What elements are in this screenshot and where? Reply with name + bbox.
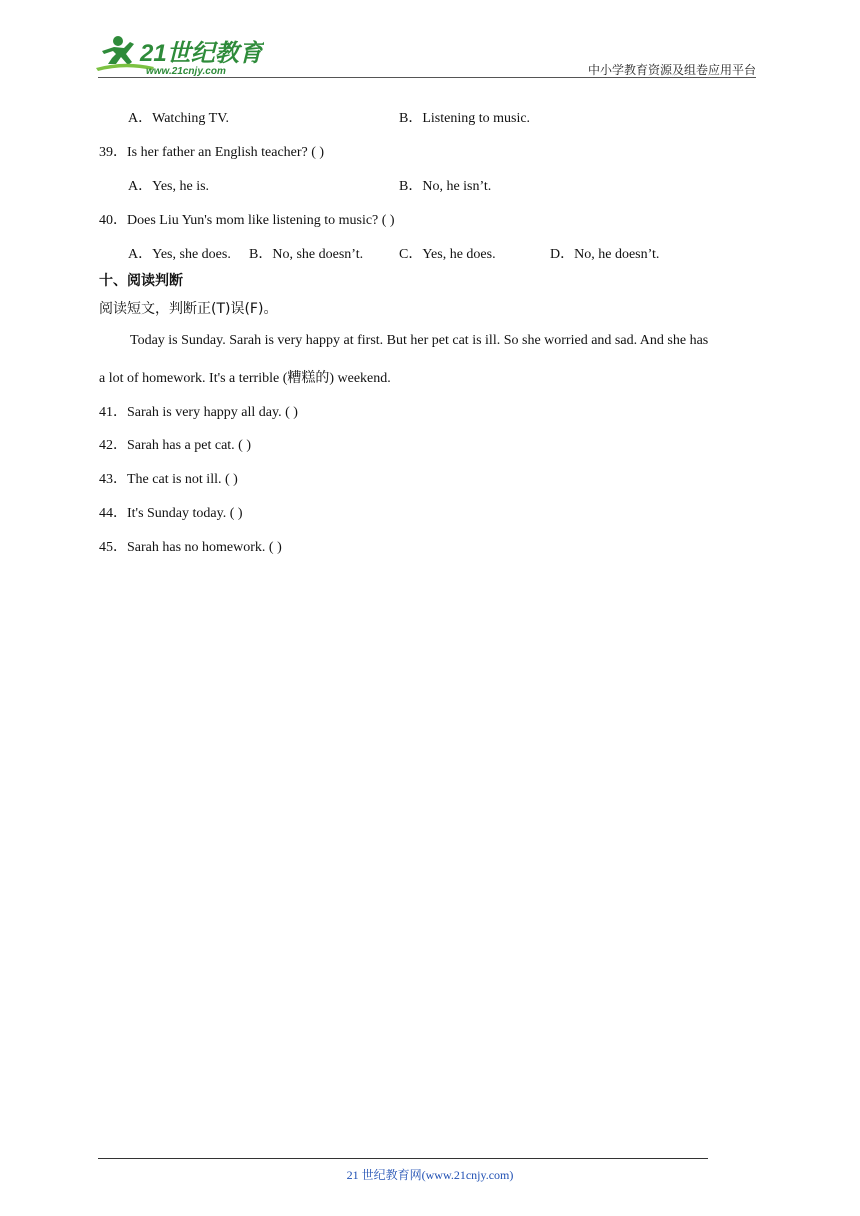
footer-link[interactable]: 21 世纪教育网(www.21cnjy.com) [346,1168,514,1182]
statement-43 [99,468,238,488]
section-title: 十、阅读判断 [99,273,183,289]
option-text: No, she doesn’t. [272,247,364,262]
statement-text: The cat is not ill. ( ) [127,472,238,487]
q40-option-c [399,243,496,263]
option-letter: D． [550,247,575,262]
statement-text: Sarah has no homework. ( ) [127,540,282,555]
question-number: 40． [99,213,127,228]
option-letter: C． [399,247,423,262]
q40-option-a [128,243,231,263]
section-instruction: 阅读短文，判断正(T)误(F)。 [99,301,278,317]
q39-option-b [399,175,491,195]
statement-number: 42． [99,438,127,453]
q38-option-a [128,107,229,127]
q38-option-b [399,107,530,127]
option-letter: A． [128,179,153,194]
runner-logo-icon [94,34,264,78]
passage-line-1: Today is Sunday. Sarah is very happy at first. But her pet cat is ill. So she worried and sad. And she has [130,333,709,348]
question-40 [99,209,395,229]
passage-line-2: a lot of homework. It's a terrible (糟糕的) weekend. [99,371,391,386]
option-letter: A． [128,247,153,262]
statement-number: 43． [99,472,127,487]
platform-title: 中小学教育资源及组卷应用平台 [587,63,756,77]
option-text: No, he doesn’t. [574,247,660,262]
statement-number: 44． [99,506,127,521]
site-logo [94,34,264,78]
logo-url-text: www.21cnjy.com [146,66,226,77]
header-divider [98,77,756,78]
option-text: Watching TV. [152,111,230,126]
option-text: Yes, he is. [152,179,210,194]
footer-divider [98,1158,708,1159]
option-text: Listening to music. [422,111,531,126]
statement-text: It's Sunday today. ( ) [127,506,243,521]
statement-45 [99,536,282,556]
question-number: 39． [99,145,127,160]
option-text: No, he isn’t. [422,179,492,194]
question-text: Is her father an English teacher? ( ) [127,145,325,160]
option-letter: A． [128,111,153,126]
q40-option-b [249,243,363,263]
statement-number: 45． [99,540,127,555]
option-letter: B． [399,179,423,194]
statement-number: 41． [99,405,127,420]
option-letter: B． [249,247,273,262]
q40-option-d [550,243,659,263]
statement-42 [99,434,251,454]
statement-text: Sarah is very happy all day. ( ) [127,405,298,420]
question-39 [99,141,324,161]
option-text: Yes, she does. [152,247,231,262]
option-text: Yes, he does. [422,247,496,262]
statement-41 [99,401,298,421]
q39-option-a [128,175,209,195]
logo-main-text: 21世纪教育 [140,40,263,67]
option-letter: B． [399,111,423,126]
statement-text: Sarah has a pet cat. ( ) [127,438,251,453]
question-text: Does Liu Yun's mom like listening to music? ( ) [127,213,395,228]
statement-44 [99,502,243,522]
